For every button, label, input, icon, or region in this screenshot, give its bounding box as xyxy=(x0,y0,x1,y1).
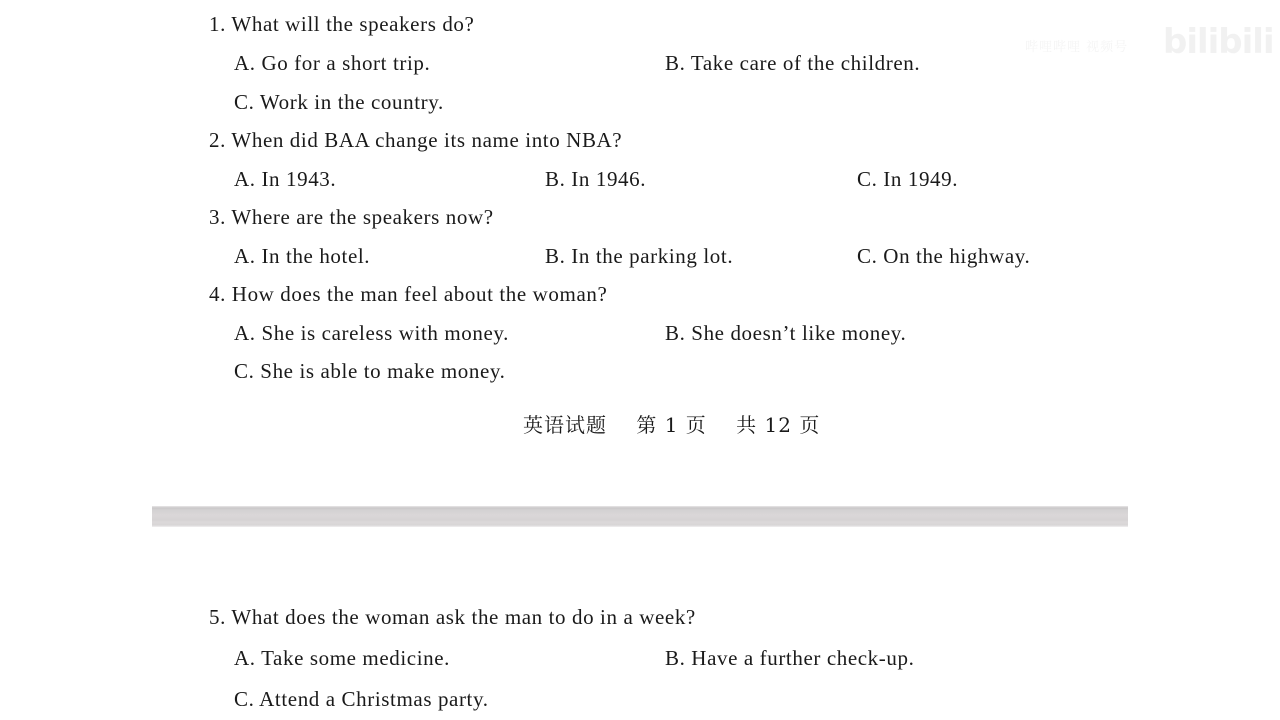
question-5-stem: 5. What does the woman ask the man to do in a week? xyxy=(209,605,696,629)
question-2-option-c: C. In 1949. xyxy=(857,167,959,191)
footer-page-number: 第 1 页 xyxy=(636,413,707,437)
footer-subject: 英语试题 xyxy=(523,413,607,437)
question-3-option-a: A. In the hotel. xyxy=(234,244,371,268)
page-separator xyxy=(152,506,1128,527)
question-5-option-b: B. Have a further check-up. xyxy=(665,646,915,670)
question-3-option-c: C. On the highway. xyxy=(857,244,1031,268)
watermark-text: 哔哩哔哩 视频号 xyxy=(1025,40,1129,55)
question-2-option-b: B. In 1946. xyxy=(545,167,647,191)
bilibili-watermark xyxy=(1025,22,1274,67)
question-4-option-b: B. She doesn’t like money. xyxy=(665,321,907,345)
question-5-option-c: C. Attend a Christmas party. xyxy=(234,687,489,711)
question-3-stem: 3. Where are the speakers now? xyxy=(209,205,494,229)
bilibili-logo-icon: bilibili xyxy=(1163,22,1274,62)
question-1-stem: 1. What will the speakers do? xyxy=(209,12,475,36)
question-1-option-c: C. Work in the country. xyxy=(234,90,444,114)
question-1-option-b: B. Take care of the children. xyxy=(665,51,921,75)
question-1-option-a: A. Go for a short trip. xyxy=(234,51,431,75)
question-5-option-a: A. Take some medicine. xyxy=(234,646,451,670)
question-2-option-a: A. In 1943. xyxy=(234,167,337,191)
page-footer xyxy=(523,409,842,438)
question-4-stem: 4. How does the man feel about the woman? xyxy=(209,282,608,306)
question-4-option-a: A. She is careless with money. xyxy=(234,321,510,345)
footer-total-pages: 共 12 页 xyxy=(736,413,821,437)
question-3-option-b: B. In the parking lot. xyxy=(545,244,734,268)
question-2-stem: 2. When did BAA change its name into NBA? xyxy=(209,128,623,152)
question-4-option-c: C. She is able to make money. xyxy=(234,359,506,383)
